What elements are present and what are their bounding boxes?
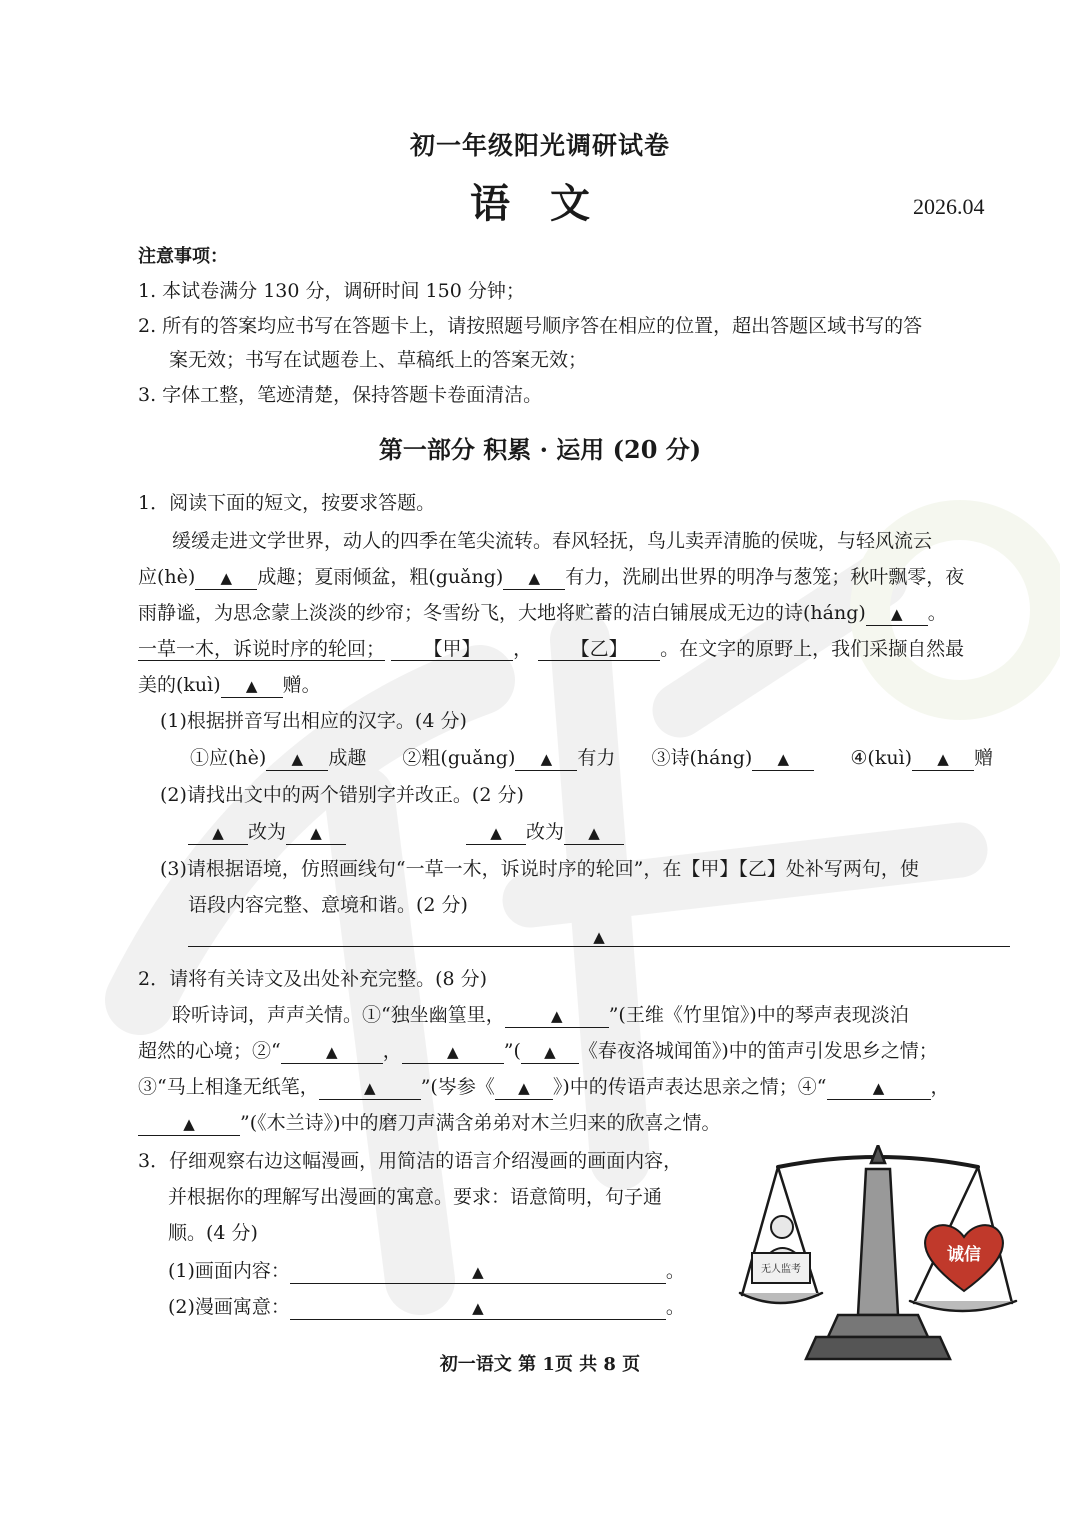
answer-blank[interactable]: ▲ [515,747,577,771]
answer-blank[interactable]: ▲ [564,821,624,845]
answer-blank[interactable]: ▲ [466,821,526,845]
q1-sub1-prompt: (1)根据拼音写出相应的汉字。(4 分) [160,710,467,732]
q3-label: (2)漫画寓意： [168,1296,290,1318]
q2-text: ”(《木兰诗》)中的磨刀声满含弟弟对木兰归来的欣喜之情。 [240,1112,721,1134]
q2-line-1 [172,1000,909,1028]
q3-prompt-1: 3．仔细观察右边这幅漫画，用简洁的语言介绍漫画的画面内容， [138,1150,683,1172]
answer-blank[interactable]: ▲ [505,1004,609,1028]
answer-blank[interactable]: ▲ [188,821,248,845]
q2-text: 》)中的传语声表达思亲之情；④“ [552,1076,827,1098]
answer-blank[interactable]: ▲ [319,1076,421,1100]
q1-p5-text-b: 赠。 [282,674,321,696]
answer-blank[interactable]: ▲ [281,1040,383,1064]
item-text: 有力 [577,747,616,769]
item-text: 赠 [974,747,994,769]
q1-p2-text-c: 有力，洗刷出世界的明净与葱笼；秋叶飘零，夜 [565,566,965,588]
exam-title: 初一年级阳光调研试卷 [409,131,670,160]
answer-blank[interactable]: ▲ [402,1040,504,1064]
q1-passage-line-4 [138,634,964,661]
q2-text: ， [382,1040,402,1062]
item-text: 成趣 [328,747,367,769]
period: 。 [665,1260,685,1282]
answer-line[interactable]: ▲ [188,928,1010,947]
balance-scale-cartoon [738,1145,1018,1377]
q3-prompt-2: 并根据你的理解写出漫画的寓意。要求：语意简明，句子通 [168,1186,663,1208]
q2-prompt: 2．请将有关诗文及出处补充完整。(8 分) [138,968,488,990]
q1-p3-text-b: 。 [927,602,947,624]
q2-text: 超然的心境；②“ [138,1040,281,1062]
q2-text: ”(王维《竹里馆》)中的琴声表现淡泊 [608,1004,909,1026]
q2-text: ”(岑参《 [420,1076,495,1098]
q2-line-2 [138,1036,938,1064]
notice-item-1: 1. 本试卷满分 130 分，调研时间 150 分钟； [138,280,525,302]
item-text: ④(kuì) [850,747,913,769]
q2-line-4 [138,1108,721,1136]
q1-p2-text-a: 应(hè) [138,566,196,588]
q1-sub3-prompt-cont: 语段内容完整、意境和谐。(2 分) [188,894,468,916]
answer-blank[interactable]: ▲ [286,821,346,845]
item-text: ③诗(háng) [651,747,753,769]
period: 。 [665,1296,685,1318]
page-footer: 初一语文 第 1页 共 8 页 [439,1354,641,1375]
q3-prompt-3: 顺。(4 分) [168,1222,258,1244]
answer-blank[interactable]: ▲ [290,1260,666,1284]
q3-label: (1)画面内容： [168,1260,290,1282]
q2-text: ③“马上相逢无纸笔， [138,1076,319,1098]
jia-blank[interactable]: 【甲】 [391,638,513,661]
answer-blank[interactable]: ▲ [495,1076,553,1100]
q1-passage-line-3 [138,598,947,626]
q1-sub2-prompt: (2)请找出文中的两个错别字并改正。(2 分) [160,784,524,806]
item-text: ①应(hè) [190,747,267,769]
q2-text: 《春夜洛城闻笛》)中的笛声引发思乡之情； [578,1040,938,1062]
answer-blank[interactable]: ▲ [827,1076,931,1100]
q1-p3-text-a: 雨静谧，为思念蒙上淡淡的纱帘；冬雪纷飞，大地将贮蓄的洁白铺展成无边的诗(háng) [138,602,866,624]
section-title: 第一部分 积累 · 运用 (20 分) [378,435,702,464]
item-text: ②粗(guǎng) [402,747,516,769]
q1-sub1-answers [190,743,993,771]
change-to-label: 改为 [526,821,565,843]
q2-text: ， [930,1076,950,1098]
q1-prompt: 1．阅读下面的短文，按要求答题。 [138,492,436,514]
exam-date: 2026.04 [913,194,985,219]
q1-sub2-answer-1 [188,817,346,845]
q1-passage-line-2 [138,562,964,590]
q3-answer-1 [168,1256,685,1284]
yi-blank[interactable]: 【乙】 [538,638,660,661]
answer-blank[interactable]: ▲ [221,674,283,698]
notice-item-2: 2. 所有的答案均应书写在答题卡上，请按照题号顺序答在相应的位置，超出答题区域书写的答 [138,315,923,337]
answer-blank[interactable]: ▲ [503,566,565,590]
answer-blank[interactable]: ▲ [266,747,328,771]
q2-text: ”( [503,1040,521,1062]
heart-label: 诚信 [947,1245,981,1265]
change-to-label: 改为 [248,821,287,843]
subject-title: 语文 [470,180,630,227]
notice-item-3: 3. 字体工整，笔迹清楚，保持答题卡卷面清洁。 [138,384,543,406]
answer-blank[interactable]: ▲ [195,566,257,590]
q1-passage-line-5 [138,670,321,698]
q2-line-3 [138,1072,950,1100]
answer-blank[interactable]: ▲ [752,747,814,771]
q1-p2-text-b: 成趣；夏雨倾盆，粗(guǎng) [257,566,504,588]
answer-blank[interactable]: ▲ [138,1112,240,1136]
q1-p5-text-a: 美的(kuì) [138,674,221,696]
notice-heading: 注意事项： [138,246,228,267]
answer-blank[interactable]: ▲ [912,747,974,771]
desk-label: 无人监考 [761,1264,801,1275]
q1-passage-line-1: 缓缓走进文学世界，动人的四季在笔尖流转。春风轻抚，鸟儿卖弄清脆的侯咙，与轻风流云 [172,530,933,552]
comma: ， [513,638,533,660]
answer-blank[interactable]: ▲ [521,1040,579,1064]
q1-p4-text-b: 。在文字的原野上，我们采撷自然最 [660,638,965,660]
q2-text: 聆听诗词，声声关情。①“独坐幽篁里， [172,1004,505,1026]
notice-item-2-cont: 案无效；书写在试题卷上、草稿纸上的答案无效； [169,349,588,371]
underlined-sentence: 一草一木，诉说时序的轮回； [138,638,386,660]
q1-sub2-answer-2 [466,817,624,845]
answer-blank[interactable]: ▲ [290,1296,666,1320]
q3-answer-2 [168,1292,685,1320]
q1-sub3-prompt: (3)请根据语境，仿照画线句“一草一木，诉说时序的轮回”，在【甲】【乙】处补写两句，使 [160,858,919,880]
answer-blank[interactable]: ▲ [866,602,928,626]
